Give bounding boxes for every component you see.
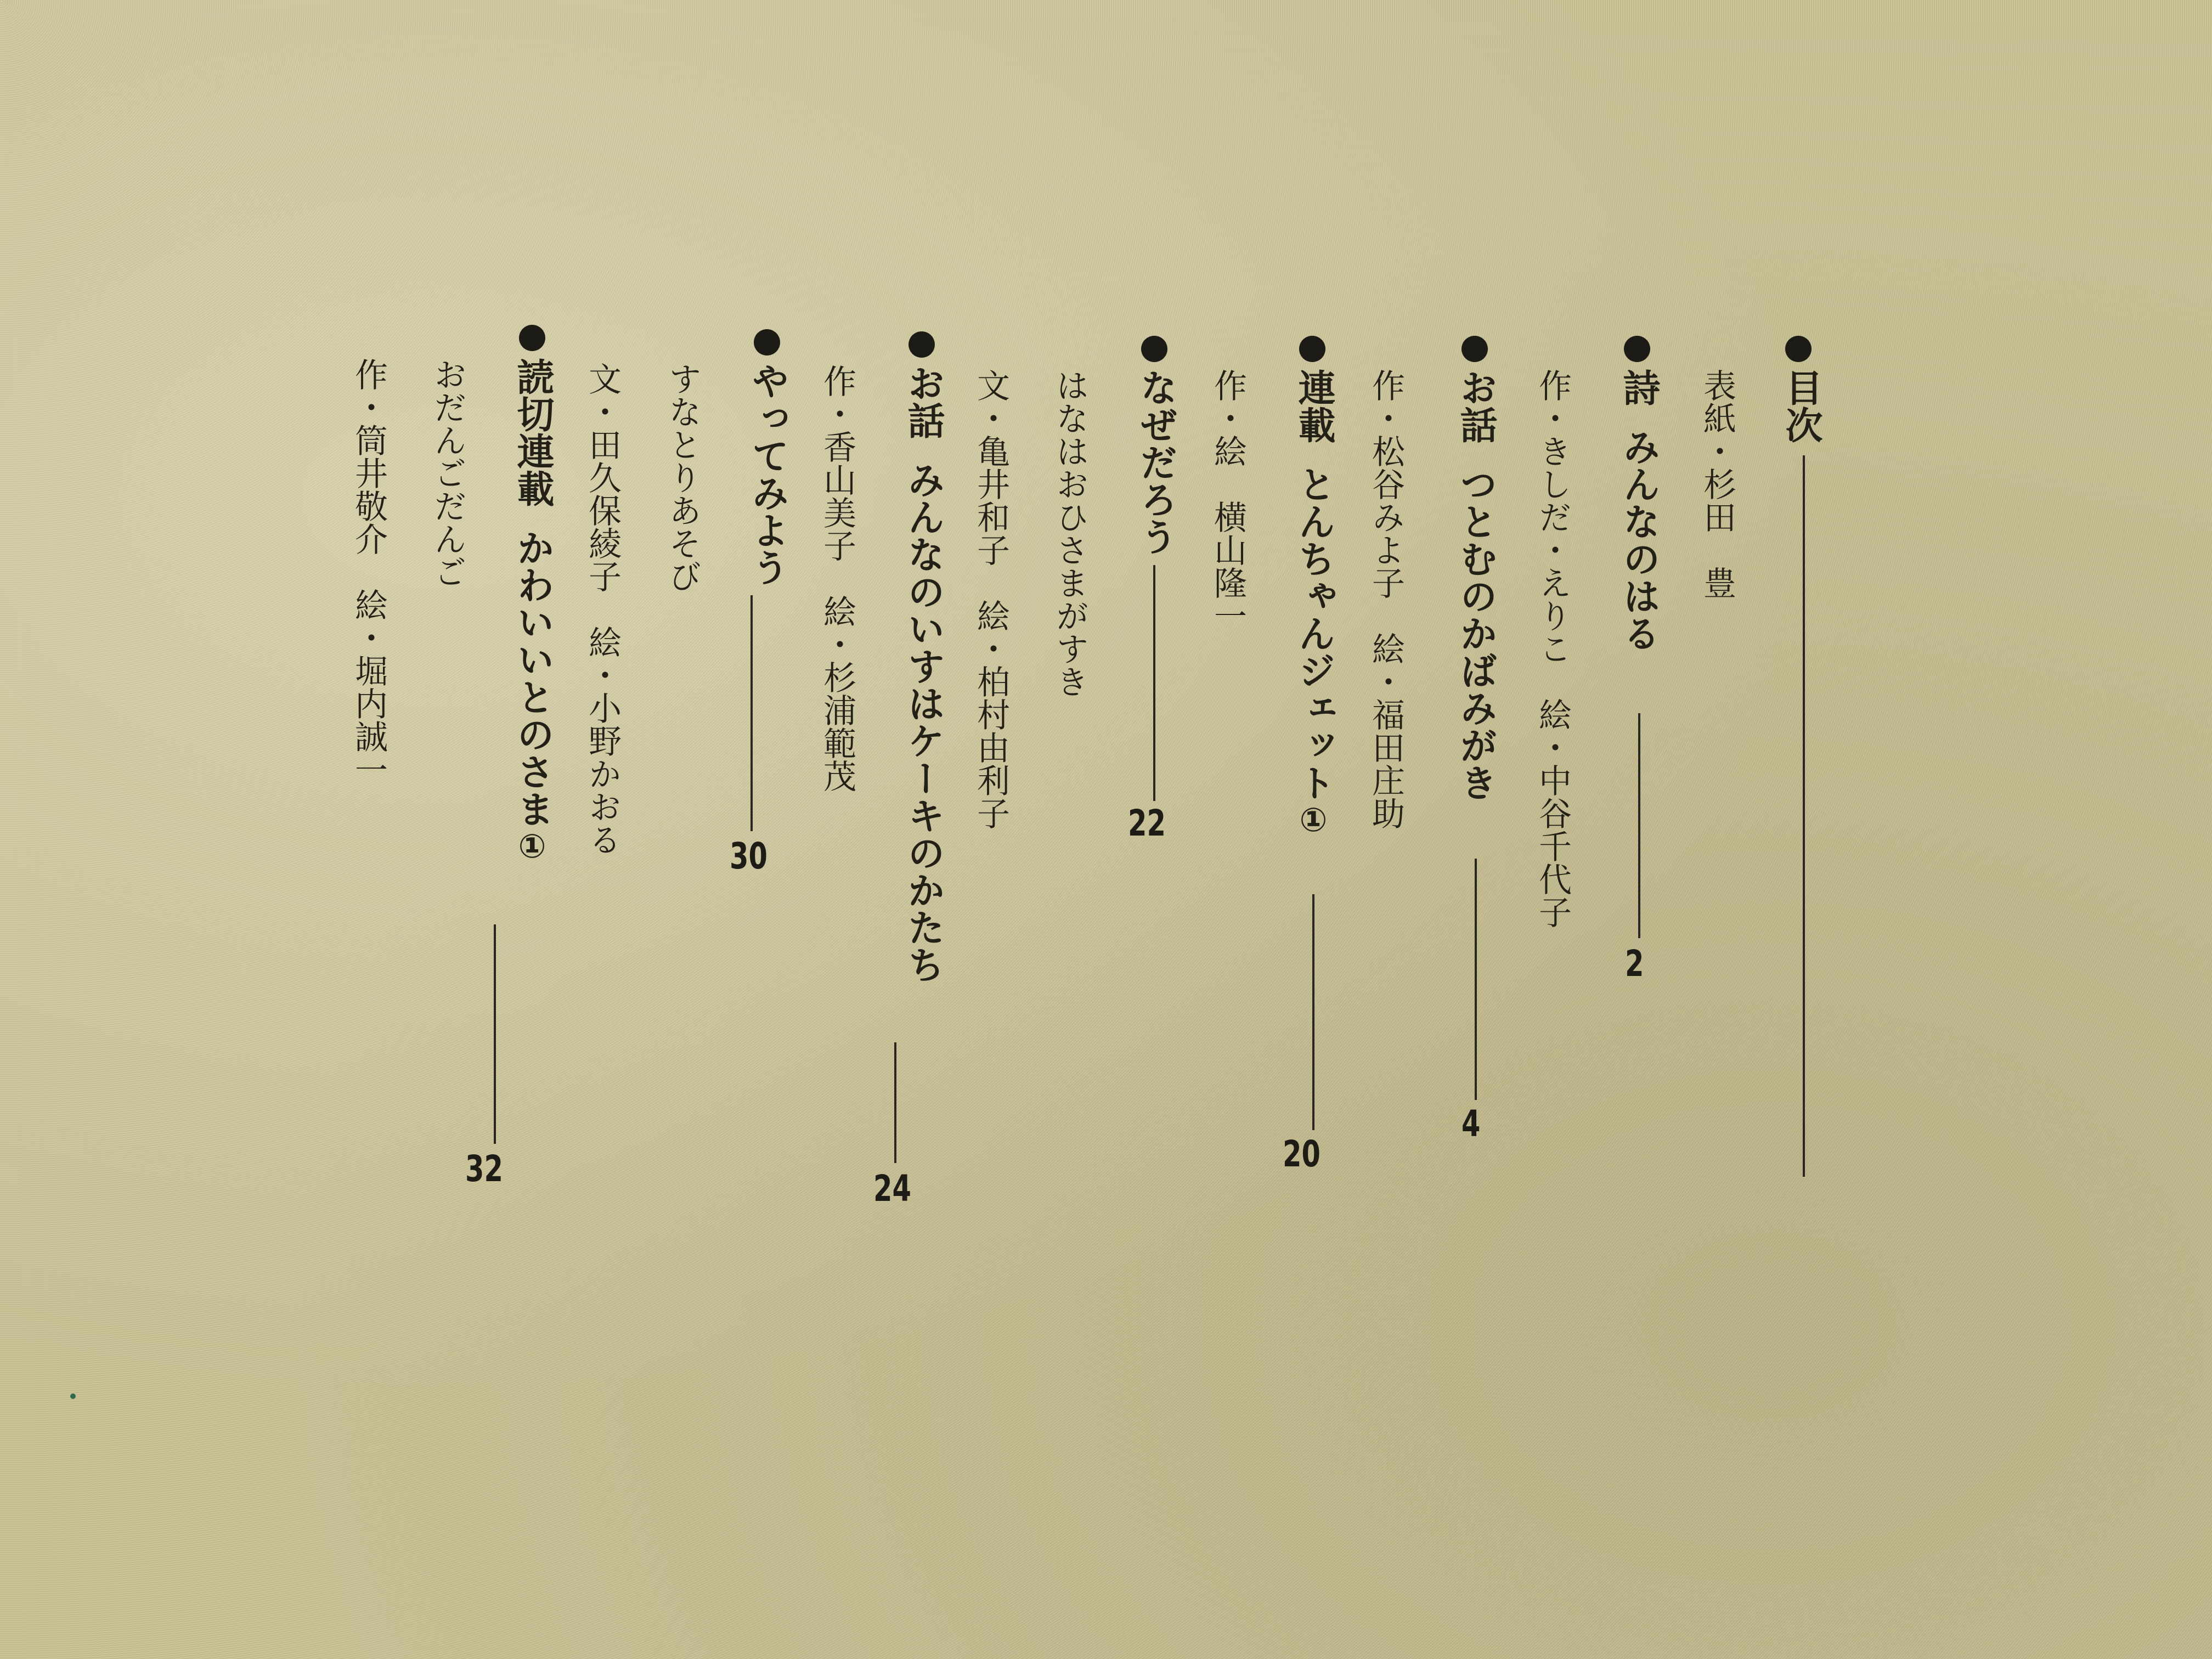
entry-credit: 作・きしだ・えりこ 絵・中谷千代子 [1533, 369, 1572, 928]
toc-entry-4 [1134, 369, 1177, 555]
leader-line [1153, 565, 1155, 801]
entry-category: 読切連載 [511, 358, 554, 507]
toc-entry-1 [1617, 369, 1660, 652]
bullet-dot [1299, 336, 1325, 362]
cover-credit: 表紙・杉田 豊 [1698, 369, 1736, 599]
entry-credit-2: 文・亀井和子 絵・柏村由利子 [972, 369, 1010, 830]
entry-credit: おだんごだんご [428, 358, 467, 588]
entry-title: とんちゃんジェット [1292, 465, 1335, 801]
entry-credit: はなはおひさまがすき [1051, 369, 1089, 698]
leader-line [1803, 455, 1805, 1177]
entry-page-number: 24 [873, 1167, 911, 1210]
entry-title: みんなのはる [1617, 428, 1660, 652]
bullet-dot [1141, 336, 1167, 362]
entry-credit: 作・絵 横山隆一 [1209, 369, 1247, 632]
entry-credit-2: 作・筒井敬介 絵・堀内誠一 [349, 358, 388, 786]
paper-speck [70, 1393, 76, 1399]
entry-page-number: 32 [465, 1148, 503, 1190]
leader-line [494, 924, 496, 1144]
entry-title: みんなのいすはケーキのかたち [901, 461, 945, 983]
entry-category: やってみよう [746, 362, 789, 586]
toc-entry-7 [511, 358, 554, 866]
bullet-dot [909, 331, 935, 358]
entry-credit-2: 文・田久保綾子 絵・小野かおる [583, 362, 622, 856]
entry-category: お話 [1454, 369, 1497, 443]
toc-entry-6 [746, 362, 789, 586]
bullet-dot [1785, 336, 1812, 362]
entry-page-number: 30 [730, 835, 768, 877]
entry-category: 詩 [1617, 369, 1660, 406]
bullet-dot [1624, 336, 1650, 362]
entry-page-number: 20 [1283, 1133, 1321, 1175]
entry-title: かわいいとのさま [511, 529, 554, 827]
leader-line [751, 595, 753, 831]
leader-line [1638, 713, 1640, 938]
entry-page-number: 2 [1625, 943, 1644, 985]
entry-mark: ① [1294, 801, 1333, 839]
leader-line [1312, 894, 1314, 1130]
entry-page-number: 4 [1462, 1103, 1481, 1145]
entry-category: なぜだろう [1134, 369, 1177, 555]
toc-heading: 目次 [1779, 369, 1822, 443]
entry-category: 連載 [1292, 369, 1335, 443]
toc-entry-3 [1292, 369, 1335, 839]
toc-entry-5 [901, 364, 945, 983]
leader-line [894, 1042, 896, 1163]
entry-credit: 作・香山美子 絵・杉浦範茂 [818, 364, 856, 792]
entry-mark: ① [513, 827, 551, 866]
toc-entry-2 [1454, 369, 1497, 801]
entry-credit: すなとりあそび [663, 362, 702, 592]
bullet-dot [519, 325, 545, 351]
entry-title: つとむのかばみがき [1454, 465, 1497, 801]
bullet-dot [1462, 336, 1488, 362]
entry-category: お話 [901, 364, 945, 439]
bullet-dot [754, 329, 780, 356]
leader-line [1475, 859, 1477, 1100]
entry-credit: 作・松谷みよ子 絵・福田庄助 [1367, 369, 1405, 830]
entry-page-number: 22 [1128, 802, 1166, 844]
